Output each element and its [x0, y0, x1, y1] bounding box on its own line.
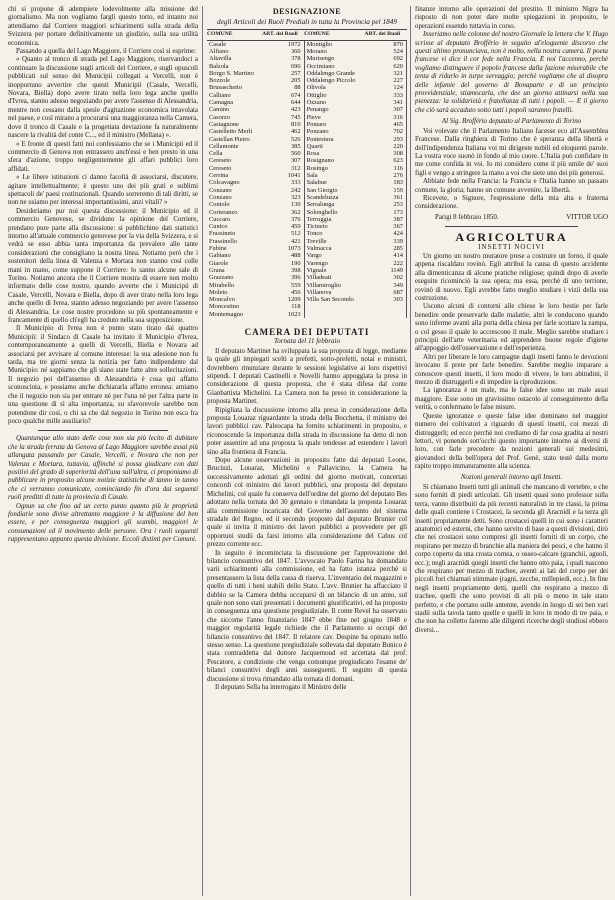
table-row — [207, 296, 407, 303]
table-row — [207, 201, 407, 208]
articles-cell: 323 — [262, 194, 304, 201]
articles-cell: 745 — [262, 114, 304, 121]
comune-cell: Penango — [306, 106, 329, 114]
articles-cell: 378 — [262, 55, 304, 62]
paragraph: Dopo alcune osservazioni in proposito fatte dai deputati Leone, Bruciuzi, Louaraz, Michelini e Pallavicino, la Camera ha successivamente adottati gli ordini del giorno motivati, concertati concordi col ministro dei lavori pubblici, una proposta del deputato Michelini, col quale fu conserva dell'ordine del giorno del deputato Bes adottato nella tornata del 30 gennaio e rimandata la proposta Louaraz alla commissione incaricata del Governo dell'assunto del sistema stradale del Regno, ed il secondo proposto dal deputato Brunier col quale si invita il ministro dei lavori pubblici a provvedere per gli opportuni studii da farsi intorno alla considerazione del Cabus col prezzo corrente ecc. — [207, 457, 407, 549]
comune-cell: Villa San Secondo — [306, 296, 354, 304]
articles-cell: 1073 — [262, 245, 304, 252]
table-row — [207, 187, 407, 194]
camera-date: Tornata del 11 febbraio — [274, 337, 340, 346]
table-row — [207, 260, 407, 267]
table-row — [207, 230, 407, 237]
comune-cell: Cereseto — [209, 164, 232, 172]
table-row — [207, 121, 407, 128]
table-row — [207, 165, 407, 172]
articles-cell: 349 — [365, 282, 407, 289]
comune-cell: Pomaro — [306, 120, 327, 128]
col-header-art: ART. dei Ruoli — [262, 30, 304, 40]
comune-cell: Serralunga — [306, 201, 335, 209]
articles-cell: 361 — [365, 194, 407, 201]
comune-cell: Occimiano — [306, 62, 335, 70]
articles-cell: 488 — [262, 252, 304, 259]
articles-cell: 559 — [262, 282, 304, 289]
table-row — [207, 172, 407, 179]
paragraph: Un giorno un nostro muratore prese a costruire un forno, il quale appena riscaldato rovinò. Egli attribuì la causa di questo accidente alla dimenticanza di alcune pratiche religiose; quindi dopo di averle eseguite ricominciò la sua opera; ma essa, perchè di uno terrione, rovinò di nuovo. Egli avrebbe fatto meglio studiare i vizii della sua costruzione. — [415, 252, 608, 302]
col-header-comune: COMUNE — [207, 30, 262, 40]
table-row — [207, 252, 407, 259]
designation-subtitle: degli Articoli dei Ruoli Prediali in tutta la Provincia pel 1849 — [216, 17, 398, 27]
articles-cell: 333 — [262, 179, 304, 186]
articles-cell: 293 — [365, 136, 407, 143]
articles-cell: 424 — [365, 230, 407, 237]
articles-cell: 623 — [365, 157, 407, 164]
signature-row — [415, 214, 608, 222]
comune-cell: Conzano — [209, 186, 232, 194]
table-row — [207, 303, 407, 310]
comune-cell: Altavilla — [209, 55, 232, 63]
comune-cell: Camino — [209, 106, 230, 114]
letter-heading: Al Sig. Broffério deputato al Parlamento di Torino — [441, 118, 582, 126]
comune-cell: Ticineto — [306, 223, 328, 231]
articles-cell: 414 — [365, 252, 407, 259]
articles-cell: 644 — [262, 99, 304, 106]
comune-cell: Calliano — [209, 91, 231, 99]
comune-cell: Alfiano — [209, 48, 229, 55]
comune-cell: Cunico — [209, 223, 228, 231]
articles-cell: 1209 — [262, 296, 304, 303]
comune-cell: Montemagno — [209, 310, 244, 318]
table-row — [207, 55, 407, 62]
comune-cell: Ponzano — [306, 128, 329, 136]
articles-cell: 307 — [262, 157, 304, 164]
comune-cell: Moncestino — [209, 303, 240, 311]
sign-name: VITTOR UGO — [566, 213, 608, 221]
comune-cell: Gabiano — [209, 252, 231, 260]
articles-cell: 692 — [365, 55, 407, 62]
articles-cell: 687 — [365, 289, 407, 296]
articles-cell: 118 — [262, 303, 304, 310]
articles-cell: 387 — [365, 216, 407, 223]
note-paragraph: Ognun sa che fino ad un certo punto quanto più le proprietà fondiarie sono divise altrettanto maggiore è la diffusione del ben essere, e per conseguenza maggiori gli scambi, maggiori le consumazioni ed il movimento delle persone. Ora i ruoli seguenti rappresentano appunto questa divisione. Eccoli distinti per Comuni. — [8, 502, 198, 544]
comune-cell: Frassinello — [209, 237, 238, 245]
table-row — [207, 223, 407, 230]
table-row — [207, 77, 407, 84]
comune-cell: Casale — [209, 40, 227, 48]
articles-cell: 560 — [262, 150, 304, 157]
table-row — [207, 289, 407, 296]
comune-cell: Moncalvo — [209, 296, 235, 304]
articles-cell: 227 — [365, 77, 407, 84]
paragraph: finanze intorno alle operazioni del prestito. Il ministro Nigra ha risposto di non poter dare molte spiegazioni in proposito, le operazioni essendo tuttavia in corso. — [415, 6, 608, 30]
comune-cell: Cellamonte — [209, 142, 239, 150]
table-row — [207, 70, 407, 77]
paragraph: « E fronte di questi fatti noi confessiamo che se i Municipii ed il commercio di Genova non entrassero anch'essi e ben presto in una sfera d'azione, troppo negligentemente gli affari pubblici loro affidati. — [8, 140, 198, 173]
comune-cell: Borgo S. Martino — [209, 69, 254, 77]
right-column — [410, 6, 608, 896]
articles-cell: 312 — [262, 165, 304, 172]
articles-cell: 205 — [262, 77, 304, 84]
articles-cell: 1972 — [262, 40, 304, 48]
comune-cell — [304, 311, 364, 318]
paragraph: La ignoranza è un male, ma le false idee sono un male assai maggiore. Esse sono un gravissimo ostacolo al conseguimento della verità, o confermano le false misure. — [415, 387, 608, 412]
comune-cell: Rosa — [306, 150, 320, 158]
articles-cell: 307 — [365, 106, 407, 113]
articles-cell: 870 — [365, 40, 407, 48]
comune-cell: Oddalengo Grande — [306, 69, 356, 77]
comune-cell: Castellan Pietro — [209, 135, 250, 143]
comune-cell: Frassineto — [209, 230, 236, 238]
divider — [445, 226, 578, 227]
articles-cell: 220 — [365, 143, 407, 150]
table-row — [207, 157, 407, 164]
articles-cell: 257 — [262, 70, 304, 77]
articles-cell: 316 — [365, 114, 407, 121]
articles-cell: 385 — [262, 143, 304, 150]
table-row — [207, 114, 407, 121]
paragraph: Passando a quella del Lago Maggiore, il Corriere così si esprime: — [16, 48, 197, 56]
articles-cell: 526 — [262, 136, 304, 143]
paragraph: Si chiamano Insetti tutti gli animali che mancano di vertebre, e che sono forniti di piedi articolati. Gli insetti quasi sono professor sulla terra, vanno distribuiti da più recenti naturalisti in tre classi, la prima delle quali contiene i Crostacei, la seconda gli Aracnidi e la terza gli insetti propriamente detti. Sono crostacei quelli in cui sono i caratteri anatomici ed esterni, che hanno servito di base a questi divisioni, dirò che nei crostacei sono compresi gli insetti forniti di un corpo, che respirano per mezzo di branchie alla maniera dei pesci, e che hanno il corpo coperto da una crosta cornea, o osseo-calcare (granchii, aguoli, ecc.); negli aracnidi quegli insetti che hanno otto paia, i quali nascono che respirano per mezzo di trachee, aventi ai lati del corpo per dei piccoli fori chiamati stimmate (ragni, zecche, millepiedi, ecc.). In fine negli insetti propriamente detti, quelli che respirano a mezzo di trachee, quelli che sono provisti di ali più o meno in tale stato perfetto, e che portano sulle antenne, avendo in luogo di sei ben vari stadii sulla tavola tanto quelle e quelli in loro in modo di tre paia, e che non ha colletto faremo alle diligenti ricerche degli studiosi ebbero diversi... — [415, 483, 608, 634]
table-row — [207, 92, 407, 99]
comune-cell: Morano — [306, 48, 327, 55]
paragraph: Inseriamo nelle colonne del nostro Giornale la lettera che V. Hugo scrisse al deputato Broffério in seguito al'eloquente discorso che questi ultimo pronunciava, non è molto, nella nostra camera. Il poeta francese vi dice il cor fede nella Francia. E noi l'accenno, perchè vogliamo distinguere il popolo francese dalla fazione miserabile che tenta di ridurlo in turpe servaggio; perchè vogliamo che al disopra delle infamie del governo di Bonaparte e di un principio provvidenziale, stiamocarla, che dee un giorno attinarsi nella sua pienezza: la solidarietà e fratellanza di tutti i popoli. — E il giorno che ciò sarà accaduto sotto tutti i popoli saranno fratelli. — [415, 31, 608, 114]
comune-cell: Grazzano — [209, 274, 234, 282]
paragraph: Abbiate fede nella Francia: la Francia e l'Italia hanno un passato comune, la gloria; hanno un comune avvenire, la libertà. — [415, 178, 608, 194]
comune-cell: Treville — [306, 237, 327, 245]
comune-cell: Villanova — [306, 288, 332, 296]
col-header-comune: COMUNE — [304, 30, 364, 40]
note-paragraph: Quantunque allo stato delle cose non sia più lecito di dubitare che la strada ferrata da Genova al Lago Maggiore sarebbe assai più allungata passando per Casale, Vercelli, e Novara che non per Valenza e Mortara, tuttavia, affinchè si possa giudicare con dati positivi del grado di superiorità dell'una sull'altra, ci proponiamo di pubblicare in proposito alcune notizie statistiche di tanno in tanno che ci verranno comunicate, cominciando fin d'ora dai seguenti ruoli preditti di tutte la provincia di Casale. — [8, 435, 198, 502]
left-column — [8, 6, 198, 896]
comune-cell: Castelletto Merli — [209, 128, 253, 136]
comune-cell: Moleto — [209, 288, 228, 296]
articles-cell: 1023 — [262, 311, 304, 318]
articles-cell: 674 — [262, 92, 304, 99]
comune-cell: Vignale — [306, 266, 327, 274]
articles-cell: 333 — [365, 92, 407, 99]
articles-cell: 321 — [365, 70, 407, 77]
comune-cell: Tonco — [306, 230, 323, 238]
paragraph: Desideriamo pur noi questa discussione: il Municipio ed il commercio Genovese, se dividono la opinione del Corriere, prendano pure parte alla discussione: si pubblichino dati statistici intorno all'attuale commercio genovese per la via della Svizzera, e si vedrà se esso abbia tanta importanza da prevalere alle tante considerazioni che consigliano la nostra linea. Notiamo però che i sostenitori della linea di Valenza e Mortara non stanno così colle mani in mano, come suppone il Corriere: lo sanno alcune sale di Torino. Notiamo ancora che il Corriere mostra di essere non molto informato delle cose nostre, quando avverte che i Municipii di Casale, Vercelli, Novara e Biella, dopo di aver tirato nella loro lega anche quello di Ivrea, stanno adesso negoziando per avere l'assenso di Alessandria. Le cose nostre procedono su più spontaneamente e francamente di quello ch'egli ha creduto nella sua supposizione. — [8, 207, 198, 325]
comune-cell: Cerrina — [209, 172, 229, 180]
paragraph: chi si propone di adempiere lodevolmente alla missione del giornalismo. Ma non vogliamo fargli questo torto, ed intanto noi attendiamo dal Corriere maggiori schiarimenti sulla strada della Svizzera per portare definitivamente un giudizio, sulla sua utilità economica. — [8, 6, 198, 47]
table-row — [207, 84, 407, 91]
comune-cell: Solonghello — [306, 208, 338, 216]
articles-cell: 702 — [365, 128, 407, 135]
comune-cell: Cella — [209, 150, 223, 158]
articles-cell: 88 — [262, 84, 304, 91]
paragraph: Uscono alcuni di contorni alle chiese le loro bestie per farle benedire onde preservarle dalle malattie, altri le conducono quando sono inferme avanti alla porta della chiesa per farle scottare la zampa, o col gesso il quale lo accrescono il male. Meglio sarebbe studiare i principii dell'arte veterinaria ed apprendere buone regole d'igiene all'appoggio dell'osservazione e dell'esperienza. — [415, 303, 608, 353]
comune-cell: Villamiroglio — [306, 281, 341, 289]
comune-cell: Castagnone — [209, 120, 239, 128]
designation-title: DESIGNAZIONE — [272, 7, 342, 16]
comune-cell: Brusaschetto — [209, 84, 243, 92]
articles-cell: 620 — [365, 63, 407, 70]
articles-cell: 456 — [262, 289, 304, 296]
paragraph: Ricevete, o Signore, l'espressione della mia alta e fraterna considerazione. — [415, 194, 608, 211]
comune-cell: Valmacca — [306, 245, 332, 253]
comune-cell: Vargo — [306, 252, 322, 260]
comune-cell: Coniolo — [209, 201, 230, 209]
paragraph: Altri per liberare le loro campagne dagli insetti fanno le devozioni invocano il prete per farle benedire. Sarebbe meglio imparare a conoscere questi insetti, il loro modo di vivere, le loro abitudini, il mezzo di distruggerli e di impedire la riproduzione. — [415, 353, 608, 387]
paragraph: Il deputato Martinet ha sviluppata la sua proposta di legge, mediante la quale gli impiegati scelti a prefetti, sotto-prefetti, notai e ministri, dovrebbero rinunziare durante le sessioni legislative ai loro rispettivi stipendi. I deputati Castinelli e Novelli hanno appoggiata la presa in considerazione di questa proposta, che è stata difesa dal conte Gianbattista Michelini. La Camera non ha preso in considerazione la proposta Martinet. — [207, 347, 407, 406]
paragraph: In seguito è incominciata la discussione per l'approvazione del bilancio consuntivo del 1847. L'avvocato Paolo Farina ha domandato varii schiarimenti alla commissione, ed ha fatto istanza perchè si presentassero la lista della cassa di riserva. L'inventario dei magazzini e quello di tutti i beni stabili dello Stato. L'avv. Brunier ha affacciato il dubbio se la Camera debba occuparsi di un bilancio di un anno, sul quale non sono stati presentati i documenti giustificativi, ed ha proposto in conseguenza una questione pregiudiziale. Il conte Revel ha osservato che siccome l'anno finanziario 1847 ebbe fine nel giugno 1848 e maggior regolarità legale richiede che il Parlamento si occupi del bilancio consuntivo del 1847. Il relatore cav. Despine ha opinato nello stesso senso. La questione pregiudiziale sollevata dal deputato Bunico è stata contraddetta dal dottore Jacquemoud ed accettata dal prof. Pescatore, a condizione che venga comunque pregiudicato l'esame de' bilanci consuntivi degli anni susseguenti. Il seguito di questa discussione si trova rimandato alla tornata di domani. — [207, 549, 407, 683]
comune-cell: Ottiglio — [306, 91, 327, 99]
articles-cell: 116 — [365, 165, 407, 172]
paragraph: Queste ignoranze e queste false idee dominano nel maggior numero dei coltivatori a riguardo di questi insetti, coi mezzi di distruggerli; ed ecco perchè noi crediamo di far cosa gradita ai nostri lettori, vi ponendo sott'occhi questo importante intorno ai diversi di loro, con farle precedere da nozioni generali sui medesimi, giovandoci della bell'opera del Prof. Genè, stato testè dalla morte rapito troppo immaturamente alla scienza. — [415, 412, 608, 471]
comune-cell: Camagna — [209, 99, 234, 107]
articles-cell: 462 — [262, 128, 304, 135]
comune-cell: Varengo — [306, 259, 328, 267]
comune-cell: Giarole — [209, 259, 229, 267]
paragraph: Il deputato Sella ha interrogato il Ministro delle — [215, 684, 347, 692]
paragraph: Ripigliata la discussione intorno alla presa in considerazione della proposta Louaraz riguardante la strada della Bocchetta, il ministro dei lavori pubblici cav. Paleocapa ha fornito schiarimenti in proposito, e riconoscendo la importanza della strada in discussione ha detto di non poter assentire ad una proposta la quale tendesse ad estendere i lavori sino alla frontiera di Francia. — [207, 406, 407, 456]
comune-cell: Conzano — [209, 193, 232, 201]
articles-cell: 423 — [262, 106, 304, 113]
articles-cell: 398 — [262, 267, 304, 274]
articles-cell: 183 — [365, 179, 407, 186]
table-row — [207, 136, 407, 143]
articles-cell: 303 — [365, 296, 407, 303]
agriculture-subtitle: INSETTI NOCIVI — [478, 242, 545, 251]
articles-cell: 810 — [262, 121, 304, 128]
table-row — [207, 143, 407, 150]
articles-cell: 1149 — [365, 267, 407, 274]
articles-cell: 1041 — [262, 172, 304, 179]
articles-cell: 302 — [365, 274, 407, 281]
comune-cell: Rosingo — [306, 164, 328, 172]
table-row — [207, 209, 407, 216]
table-row — [207, 216, 407, 223]
articles-cell: 242 — [262, 187, 304, 194]
articles-cell: 222 — [365, 260, 407, 267]
notions-heading: Nozioni generali intorno agli Insetti. — [460, 473, 563, 481]
articles-cell — [365, 303, 407, 310]
articles-cell: 362 — [262, 209, 304, 216]
articles-cell: 276 — [365, 172, 407, 179]
articles-cell: 253 — [365, 201, 407, 208]
articles-cell: 396 — [262, 274, 304, 281]
comune-cell: Villadeati — [306, 274, 332, 282]
sign-place: Parigi 8 febbraio 1850. — [435, 213, 499, 221]
articles-cell: 465 — [365, 121, 407, 128]
table-row — [207, 40, 407, 48]
articles-cell: 524 — [365, 48, 407, 55]
comune-cell: Montiglio — [306, 40, 333, 48]
comune-cell: Corteranzo — [209, 208, 238, 216]
paragraph: « Le libere istituzioni ci danno facoltà di associarsi, discutere, agitare intellettualmente; è questo uno dei più grati e sublimi spettacoli de' paesi costituzionali. Quando sorreremo di tali diritti, se non ne usiamo per interessi importantissimi, anzi vitali? » — [8, 174, 198, 207]
articles-cell: 360 — [262, 48, 304, 55]
comune-cell: Rosignano — [306, 157, 334, 165]
agriculture-title: AGRICOLTURA — [455, 230, 568, 245]
paragraph: Il Municipio di Ivrea non è punto stato tirato dai quattro Municipii: il Sindaco di Casale ha invitato il Municipio d'Ivrea, contemporaneamente a quelli di Vercelli, Biella e Novara ad associarsi per avvisare al comune interesse: la sua adesione non fu tarda, ma tre giorni senza la notizia per fatto indipendente dal Municipio: né sappiamo che gli siano state fatte altre sollecitazioni. Il negozio poi dell'assenso di Alessandria è cosa qui affatto sconosciuta, e possiamo anche dichiararla affatto erronea: amiamo che il negozio non sia per entrare nè per l'una nè per l'altra parte in una questione di sì alta importanza, su sfavorevole sarebbe non potendone dir così, o chi sa che dal negozio in Torino non esca fra poco qualche mille ausiliario? — [8, 325, 198, 425]
rolls-table — [207, 29, 407, 318]
comune-cell: Bozzole — [209, 77, 230, 85]
table-row — [207, 311, 407, 318]
comune-cell: Colcavagno — [209, 179, 240, 187]
comune-cell: Murisengo — [306, 55, 335, 63]
articles-cell: 308 — [365, 150, 407, 157]
articles-cell: 512 — [262, 230, 304, 237]
articles-cell: 190 — [262, 260, 304, 267]
comune-cell: Cuccaro — [209, 215, 231, 223]
articles-cell: 367 — [365, 223, 407, 230]
table-row — [207, 245, 407, 252]
articles-cell: 159 — [365, 187, 407, 194]
table-row — [207, 48, 407, 55]
col-header-art: ART. dei Ruoli — [365, 30, 407, 40]
comune-cell: Casorzo — [209, 113, 230, 121]
articles-cell — [365, 311, 407, 318]
paragraph: Voi volevate che il Parlamento Italiano facesse eco all'Assemblea Francese. Dalla ringhiera di Torino che è speranza della libertà e dell'indipendenza Italiana voi mi dirigeste nobili ed eloquenti parole. La vostra voce suonò in fondo al mio cuore. L'Italia può confidare in me come confida in voi. Io mi considero come il più umile de' suoi figli e vengo a stringere la mano a voi che siete uno dei più generosi. — [415, 127, 608, 177]
articles-cell: 376 — [262, 216, 304, 223]
articles-cell: 173 — [365, 209, 407, 216]
articles-cell: 285 — [365, 245, 407, 252]
divider — [38, 430, 168, 431]
comune-cell: Quarti — [306, 142, 323, 150]
paragraph: « Quanto al tronco di strada pel Lago Maggiore, riservandoci a continuare la discussione sugli articoli del Corriere, e sugli opuscoli pubblicati sul senso dei Municipii collegati a Vercelli, non è inopportuno avvertire che questi Municipii (Casale, Vercelli, Novara, Biella) dopo avere tirato nella loro lega anche quello d'Ivrea, stanno adesso negoziando per avere l'assenso di Alessandria, mentre non cessano dalla spesie d'agitazione economica intavolata nel paese, e così mirano a procurarsi una maggioranza nella Camera, dove il tronco di Casale e la progettata deviazione fa naturalmente nascere la rivalità del conte C..., ed il ministro (Mellana) ». — [8, 56, 198, 140]
articles-cell: 341 — [365, 99, 407, 106]
comune-cell: Fubine — [209, 245, 227, 253]
articles-cell: 339 — [365, 238, 407, 245]
table-row — [207, 150, 407, 157]
articles-cell: 696 — [262, 63, 304, 70]
comune-cell: Ozzano — [306, 99, 327, 107]
table-row — [207, 274, 407, 281]
comune-cell: Scandeluzza — [306, 193, 339, 201]
articles-cell: 130 — [262, 201, 304, 208]
articles-cell: 459 — [262, 223, 304, 230]
comune-cell: Salabue — [306, 179, 327, 187]
comune-cell: Olivola — [306, 84, 326, 92]
comune-cell: Sala — [306, 172, 318, 180]
table-row — [207, 194, 407, 201]
comune-cell: Pieve — [306, 113, 321, 121]
comune-cell: San Giorgio — [306, 186, 338, 194]
table-row — [207, 106, 407, 113]
comune-cell — [304, 303, 364, 310]
comune-cell: Cereseto — [209, 157, 232, 165]
comune-cell: Pontestura — [306, 135, 334, 143]
table-row — [207, 128, 407, 135]
articles-cell: 421 — [262, 238, 304, 245]
comune-cell: Oddalengo Piccolo — [306, 77, 356, 85]
rolls-body — [207, 40, 407, 318]
table-row — [207, 63, 407, 70]
comune-cell: Balzola — [209, 62, 229, 70]
table-row — [207, 99, 407, 106]
articles-cell: 124 — [365, 84, 407, 91]
table-row — [207, 267, 407, 274]
table-row — [207, 282, 407, 289]
table-row — [207, 238, 407, 245]
middle-column — [202, 6, 407, 896]
camera-title: CAMERA DEI DEPUTATI — [244, 326, 370, 337]
comune-cell: Terruggia — [306, 215, 332, 223]
comune-cell: Mirabello — [209, 281, 235, 289]
table-row — [207, 179, 407, 186]
comune-cell: Grana — [209, 266, 225, 274]
